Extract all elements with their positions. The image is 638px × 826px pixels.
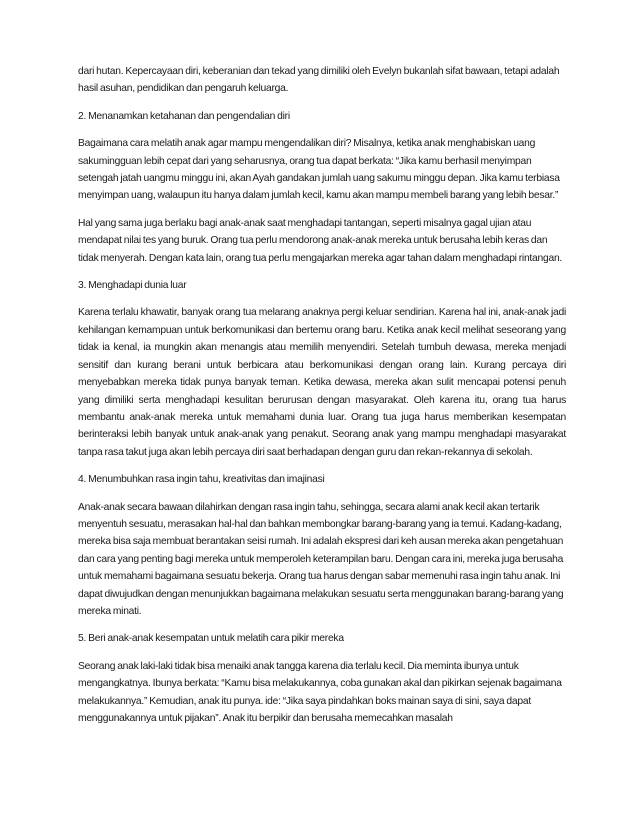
paragraph-self-control: Bagaimana cara melatih anak agar mampu mengendalikan diri? Misalnya, ketika anak menghabiskan uang sakumingguan lebih cepat dari yang seharusnya, orang tua dapat berkata: “Jika kamu berhasil menyimpan setengah jatah uangmu minggu ini, akan Ayah gandakan jumlah uang sakumu minggu depan. Jika kamu terbiasa menyimpan uang, walaupun itu hanya dalam jumlah kecil, kamu akan mampu membeli barang yang lebih besar.” <box>78 138 560 202</box>
paragraph-outside-world: Karena terlalu khawatir, banyak orang tua melarang anaknya pergi keluar sendirian. Karena hal ini, anak-anak jadi kehilangan kemampuan untuk berkomunikasi dan bertemu orang baru. Ketika anak kecil melihat seseorang yang tidak ia kenal, ia mungkin akan menangis atau memilih menyendiri. Setelah tumbuh dewasa, mereka menjadi sensitif dan kurang berani untuk berbicara atau berkomunikasi dengan orang lain. Kurang percaya diri menyebabkan mereka tidak punya banyak teman. Ketika dewasa, mereka akan sulit mencapai potensi penuh yang dimiliki serta menghadapi kesulitan berurusan dengan masyarakat. Oleh karena itu, orang tua harus membantu anak-anak mereka untuk memahami dunia luar. Orang tua juga harus memberikan kesempatan berinteraksi lebih banyak untuk anak-anak yang penakut. Seorang anak yang mampu menghadapi masyarakat tanpa rasa takut juga akan lebih percaya diri saat berhadapan dengan guru dan rekan-rekannya di sekolah. <box>78 307 566 458</box>
section-heading-2: 2. Menanamkan ketahanan dan pengendalian diri <box>78 110 290 122</box>
document-body <box>78 63 566 737</box>
section-heading-5: 5. Beri anak-anak kesempatan untuk melatih cara pikir mereka <box>78 633 344 645</box>
paragraph-curiosity: Anak-anak secara bawaan dilahirkan dengan rasa ingin tahu, sehingga, secara alami anak kecil akan tertarik menyentuh sesuatu, merasakan hal-hal dan bahkan membongkar barang-barang yang ia temui. Kadang-kadang, mereka bisa saja membuat berantakan seisi rumah. Ini adalah ekspresi dari keh ausan mereka akan pengetahuan dan cara yang penting bagi mereka untuk memperoleh keterampilan baru. Dengan cara ini, mereka juga berusaha untuk memahami bagaimana sesuatu bekerja. Orang tua harus dengan sabar memenuhi rasa ingin tahu anak. Ini dapat diwujudkan dengan menunjukkan bagaimana melakukan sesuatu serta menggunakan barang-barang yang mereka minati. <box>78 501 564 617</box>
paragraph-thinking: Seorang anak laki-laki tidak bisa menaiki anak tangga karena dia terlalu kecil. Dia meminta ibunya untuk mengangkatnya. Ibunya berkata: “Kamu bisa melakukannya, coba gunakan akal dan pikirkan sejenak bagaimana melakukannya.” Kemudian, anak itu punya. ide: “Jika saya pindahkan boks mainan saya di sini, saya dapat menggunakannya untuk pijakan”. Anak itu berpikir dan berusaha memecahkan masalah <box>78 660 562 724</box>
section-heading-4: 4. Menumbuhkan rasa ingin tahu, kreativitas dan imajinasi <box>78 474 325 486</box>
paragraph-resilience: Hal yang sama juga berlaku bagi anak-anak saat menghadapi tantangan, seperti misalnya gagal ujian atau mendapat nilai tes yang buruk. Orang tua perlu mendorong anak-anak mereka untuk berusaha lebih keras dan tidak menyerah. Dengan kata lain, orang tua perlu mengajarkan mereka agar tahan dalam menghadapi rintangan. <box>78 217 563 264</box>
paragraph-intro-continuation: dari hutan. Kepercayaan diri, keberanian dan tekad yang dimiliki oleh Evelyn bukanlah sifat bawaan, tetapi adalah hasil asuhan, pendidikan dan pengaruh keluarga. <box>78 66 560 95</box>
section-heading-3: 3. Menghadapi dunia luar <box>78 280 187 292</box>
